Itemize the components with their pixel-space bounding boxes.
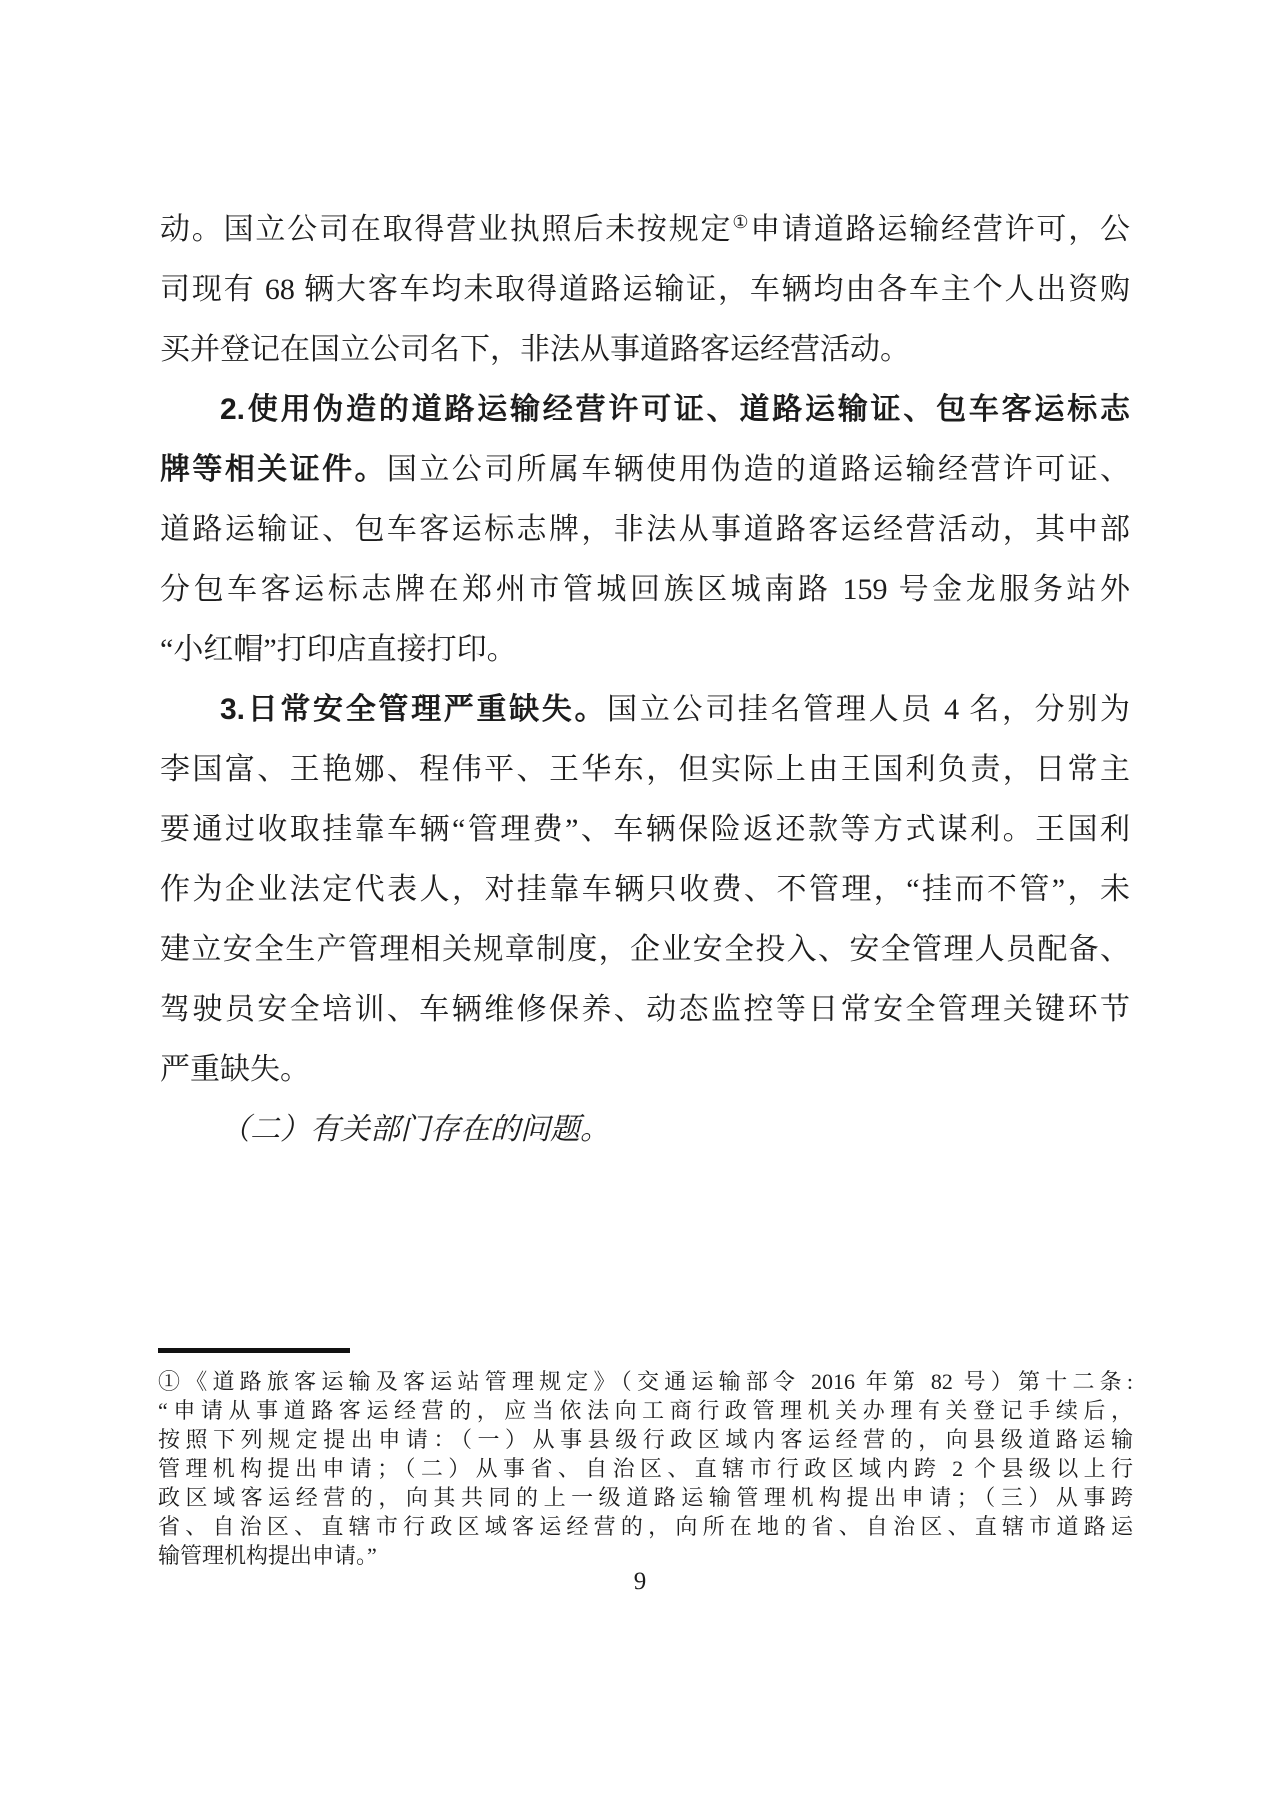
text-segment: 省、自治区、直辖市行政区域客运经营的，向所在地的省、自治区、直辖市道路运 <box>158 1514 1133 1539</box>
text-segment: 分包车客运标志牌在郑州市管城回族区城南路 159 号金龙服务站外 <box>160 573 1130 606</box>
body-line <box>160 500 1130 560</box>
text-segment: 作为企业法定代表人，对挂靠车辆只收费、不管理，“挂而不管”，未 <box>160 873 1130 906</box>
body-line <box>160 1040 1130 1100</box>
body-line <box>160 320 1130 380</box>
footnote-line <box>158 1454 1133 1483</box>
footnote-line <box>158 1425 1133 1454</box>
body-line <box>160 200 1130 260</box>
text-segment: 申请道路运输经营许可，公 <box>750 213 1130 246</box>
body-line <box>160 860 1130 920</box>
body-line <box>160 920 1130 980</box>
body-line <box>160 680 1130 740</box>
text-segment: 建立安全生产管理相关规章制度，企业安全投入、安全管理人员配备、 <box>160 933 1130 966</box>
text-segment: 3.日常安全管理严重缺失。 <box>220 693 608 726</box>
footnote-line <box>158 1367 1133 1396</box>
footnote-line <box>158 1512 1133 1541</box>
footnote-separator <box>158 1348 350 1353</box>
body-line <box>160 1100 1130 1160</box>
text-segment: 2.使用伪造的道路运输经营许可证、道路运输证、包车客运标志 <box>220 393 1130 426</box>
body-line <box>160 620 1130 680</box>
page-number: 9 <box>633 1568 647 1595</box>
text-segment: 要通过收取挂靠车辆“管理费”、车辆保险返还款等方式谋利。王国利 <box>160 813 1130 846</box>
text-segment: 国立公司所属车辆使用伪造的道路运输经营许可证、 <box>386 453 1130 486</box>
body-line <box>160 560 1130 620</box>
text-segment: 驾驶员安全培训、车辆维修保养、动态监控等日常安全管理关键环节 <box>160 993 1130 1026</box>
text-segment: 国立公司挂名管理人员 4 名，分别为 <box>607 693 1130 726</box>
text-segment: 李国富、王艳娜、程伟平、王华东，但实际上由王国利负责，日常主 <box>160 753 1130 786</box>
text-segment: ①《道路旅客运输及客运站管理规定》（交通运输部令 2016 年第 82 号）第十二条: <box>158 1369 1133 1394</box>
body-line <box>160 380 1130 440</box>
body-line <box>160 740 1130 800</box>
text-segment: 按照下列规定提出申请：（一）从事县级行政区域内客运经营的，向县级道路运输 <box>158 1427 1133 1452</box>
footnote <box>158 1367 1133 1570</box>
text-segment: “小红帽”打印店直接打印。 <box>160 633 517 666</box>
text-segment: 输管理机构提出申请。” <box>158 1543 377 1568</box>
body-line <box>160 980 1130 1040</box>
body-line <box>160 800 1130 860</box>
text-segment: 政区域客运经营的，向其共同的上一级道路运输管理机构提出申请；（三）从事跨 <box>158 1485 1133 1510</box>
text-segment: 道路运输证、包车客运标志牌，非法从事道路客运经营活动，其中部 <box>160 513 1130 546</box>
body-text <box>160 200 1130 1160</box>
footnote-ref-marker: ① <box>732 212 751 232</box>
body-line <box>160 440 1130 500</box>
text-segment: 买并登记在国立公司名下，非法从事道路客运经营活动。 <box>160 333 910 366</box>
text-segment: 严重缺失。 <box>160 1053 310 1086</box>
text-segment: 管理机构提出申请；（二）从事省、自治区、直辖市行政区域内跨 2 个县级以上行 <box>158 1456 1133 1481</box>
text-segment: “申请从事道路客运经营的，应当依法向工商行政管理机关办理有关登记手续后， <box>158 1398 1133 1423</box>
text-segment: 牌等相关证件。 <box>160 453 387 486</box>
footnote-line <box>158 1483 1133 1512</box>
text-segment: 动。国立公司在取得营业执照后未按规定 <box>160 213 733 246</box>
text-segment: 司现有 68 辆大客车均未取得道路运输证，车辆均由各车主个人出资购 <box>160 273 1130 306</box>
footnote-line <box>158 1396 1133 1425</box>
body-line <box>160 260 1130 320</box>
text-segment: （二）有关部门存在的问题。 <box>220 1113 610 1146</box>
